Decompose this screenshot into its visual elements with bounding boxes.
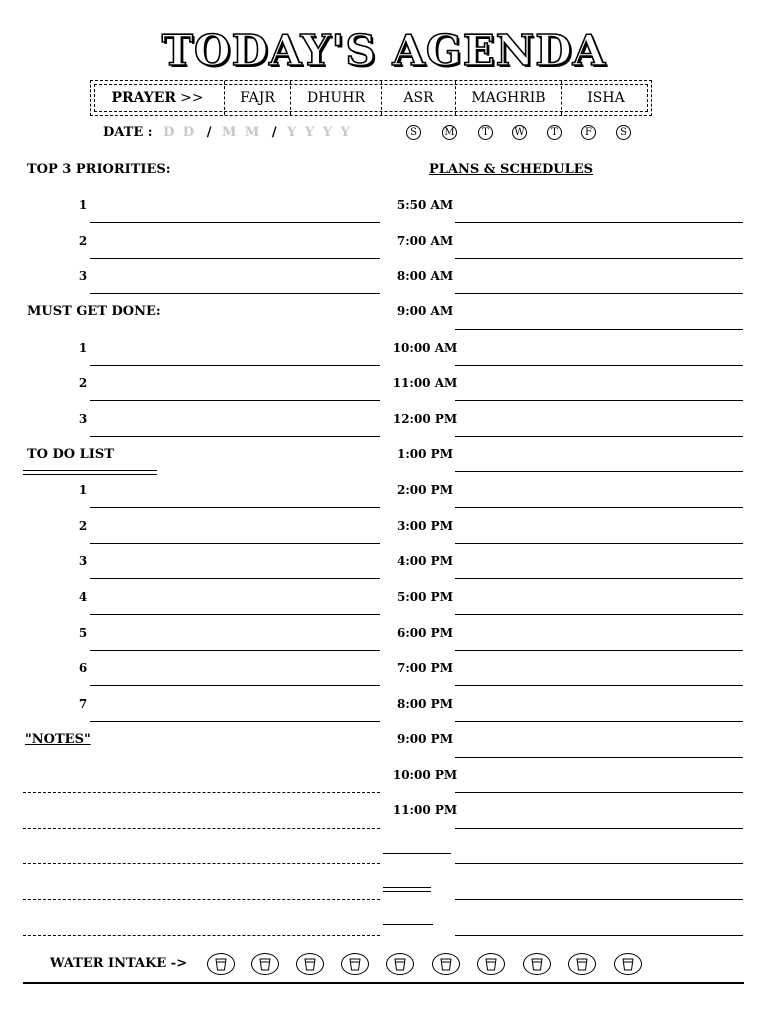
todo-underline <box>23 474 157 475</box>
schedule-time: 10:00 AM <box>392 341 458 355</box>
date-day-field[interactable]: D D <box>163 125 197 140</box>
prayer-isha[interactable]: ISHA <box>587 90 625 106</box>
schedule-line[interactable] <box>455 436 743 437</box>
schedule-time: 12:00 PM <box>392 412 458 426</box>
prayer-fajr[interactable]: FAJR <box>225 81 291 115</box>
prayer-dhuhr[interactable]: DHUHR <box>291 81 382 115</box>
schedule-line[interactable] <box>455 650 743 651</box>
schedule-line[interactable] <box>455 863 743 864</box>
schedule-time: 5:50 AM <box>396 198 454 212</box>
todo-heading: TO DO LIST <box>27 447 114 462</box>
water-glass-icon[interactable] <box>614 953 642 975</box>
date-month-field[interactable]: M M <box>221 125 262 140</box>
todo-line[interactable] <box>90 721 380 722</box>
todo-line[interactable] <box>90 507 380 508</box>
weekday-monday[interactable]: M <box>442 125 457 140</box>
bottom-rule <box>23 982 744 984</box>
schedule-line[interactable] <box>455 899 743 900</box>
schedule-line[interactable] <box>455 400 743 401</box>
must-number: 3 <box>78 412 88 426</box>
schedule-blank-time-line[interactable] <box>383 924 433 925</box>
date-separator: / <box>206 125 212 140</box>
todo-number: 1 <box>78 483 88 497</box>
schedule-time: 8:00 PM <box>397 697 453 711</box>
schedule-time: 1:00 PM <box>397 447 453 461</box>
schedule-line[interactable] <box>455 258 743 259</box>
date-year-field[interactable]: Y Y Y Y <box>287 125 352 140</box>
schedule-line[interactable] <box>455 293 743 294</box>
water-glass-icon[interactable] <box>386 953 414 975</box>
schedule-line[interactable] <box>455 614 743 615</box>
todo-number: 4 <box>78 590 88 604</box>
schedule-line[interactable] <box>455 757 743 758</box>
notes-line[interactable] <box>23 863 380 864</box>
schedule-line[interactable] <box>455 507 743 508</box>
schedule-time: 11:00 PM <box>392 803 458 817</box>
must-get-done-heading: MUST GET DONE: <box>27 304 161 319</box>
notes-line[interactable] <box>23 935 380 936</box>
prayer-asr[interactable]: ASR <box>382 81 456 115</box>
notes-heading: "NOTES" <box>25 732 91 747</box>
schedule-line[interactable] <box>455 222 743 223</box>
priority-line[interactable] <box>90 258 380 259</box>
schedule-time: 6:00 PM <box>397 626 453 640</box>
date-row <box>103 125 352 140</box>
schedule-blank-time-line[interactable] <box>383 891 431 892</box>
todo-line[interactable] <box>90 685 380 686</box>
water-glass-icon[interactable] <box>523 953 551 975</box>
water-glass-icon[interactable] <box>341 953 369 975</box>
schedule-line[interactable] <box>455 578 743 579</box>
schedule-line[interactable] <box>455 828 743 829</box>
priority-number: 3 <box>78 269 88 283</box>
priority-number: 2 <box>78 234 88 248</box>
water-glass-icon[interactable] <box>432 953 460 975</box>
page-title: TODAY'S AGENDA <box>161 26 607 75</box>
water-intake-label: WATER INTAKE -> <box>50 956 188 971</box>
schedule-time: 9:00 AM <box>396 304 454 318</box>
must-line[interactable] <box>90 365 380 366</box>
schedule-line[interactable] <box>455 935 743 936</box>
water-glass-icon[interactable] <box>568 953 596 975</box>
todo-number: 5 <box>78 626 88 640</box>
prayer-lead-cell <box>91 81 225 115</box>
weekday-friday[interactable]: F <box>581 125 596 140</box>
schedule-line[interactable] <box>455 543 743 544</box>
date-separator: / <box>271 125 277 140</box>
schedule-time: 9:00 PM <box>397 732 453 746</box>
priority-line[interactable] <box>90 293 380 294</box>
schedule-time: 3:00 PM <box>397 519 453 533</box>
schedule-blank-time-line[interactable] <box>383 887 431 888</box>
schedule-line[interactable] <box>455 365 743 366</box>
todo-line[interactable] <box>90 543 380 544</box>
schedule-line[interactable] <box>455 792 743 793</box>
water-glass-icon[interactable] <box>477 953 505 975</box>
notes-line[interactable] <box>23 899 380 900</box>
must-number: 1 <box>78 341 88 355</box>
prayer-arrow: >> <box>180 90 204 106</box>
weekday-sunday[interactable]: S <box>406 125 421 140</box>
weekday-tuesday[interactable]: T <box>478 125 493 140</box>
todo-number: 6 <box>78 661 88 675</box>
water-glass-icon[interactable] <box>251 953 279 975</box>
schedule-line[interactable] <box>455 329 743 330</box>
schedule-line[interactable] <box>455 471 743 472</box>
schedule-heading: PLANS & SCHEDULES <box>429 162 594 177</box>
todo-line[interactable] <box>90 578 380 579</box>
schedule-line[interactable] <box>455 685 743 686</box>
schedule-line[interactable] <box>455 721 743 722</box>
schedule-time: 7:00 AM <box>396 234 454 248</box>
schedule-time: 5:00 PM <box>397 590 453 604</box>
schedule-time: 2:00 PM <box>397 483 453 497</box>
priority-line[interactable] <box>90 222 380 223</box>
prayer-table <box>90 80 652 116</box>
schedule-time: 8:00 AM <box>396 269 454 283</box>
water-glass-icon[interactable] <box>207 953 235 975</box>
schedule-time: 11:00 AM <box>392 376 458 390</box>
notes-line[interactable] <box>23 828 380 829</box>
todo-line[interactable] <box>90 650 380 651</box>
weekday-thursday[interactable]: T <box>547 125 562 140</box>
date-label: DATE : <box>103 125 153 140</box>
notes-line[interactable] <box>23 792 380 793</box>
prayer-label: PRAYER <box>111 90 177 106</box>
todo-line[interactable] <box>90 614 380 615</box>
todo-underline <box>23 470 157 471</box>
must-number: 2 <box>78 376 88 390</box>
weekday-wednesday[interactable]: W <box>512 125 527 140</box>
priorities-heading: TOP 3 PRIORITIES: <box>27 162 171 177</box>
todo-number: 3 <box>78 554 88 568</box>
schedule-time: 4:00 PM <box>397 554 453 568</box>
priority-number: 1 <box>78 198 88 212</box>
schedule-time: 10:00 PM <box>392 768 458 782</box>
schedule-time: 7:00 PM <box>397 661 453 675</box>
weekday-saturday[interactable]: S <box>616 125 631 140</box>
schedule-blank-time-line[interactable] <box>383 853 451 854</box>
todo-number: 7 <box>78 697 88 711</box>
water-glass-icon[interactable] <box>296 953 324 975</box>
prayer-maghrib[interactable]: MAGHRIB <box>456 81 562 115</box>
must-line[interactable] <box>90 436 380 437</box>
must-line[interactable] <box>90 400 380 401</box>
todo-number: 2 <box>78 519 88 533</box>
